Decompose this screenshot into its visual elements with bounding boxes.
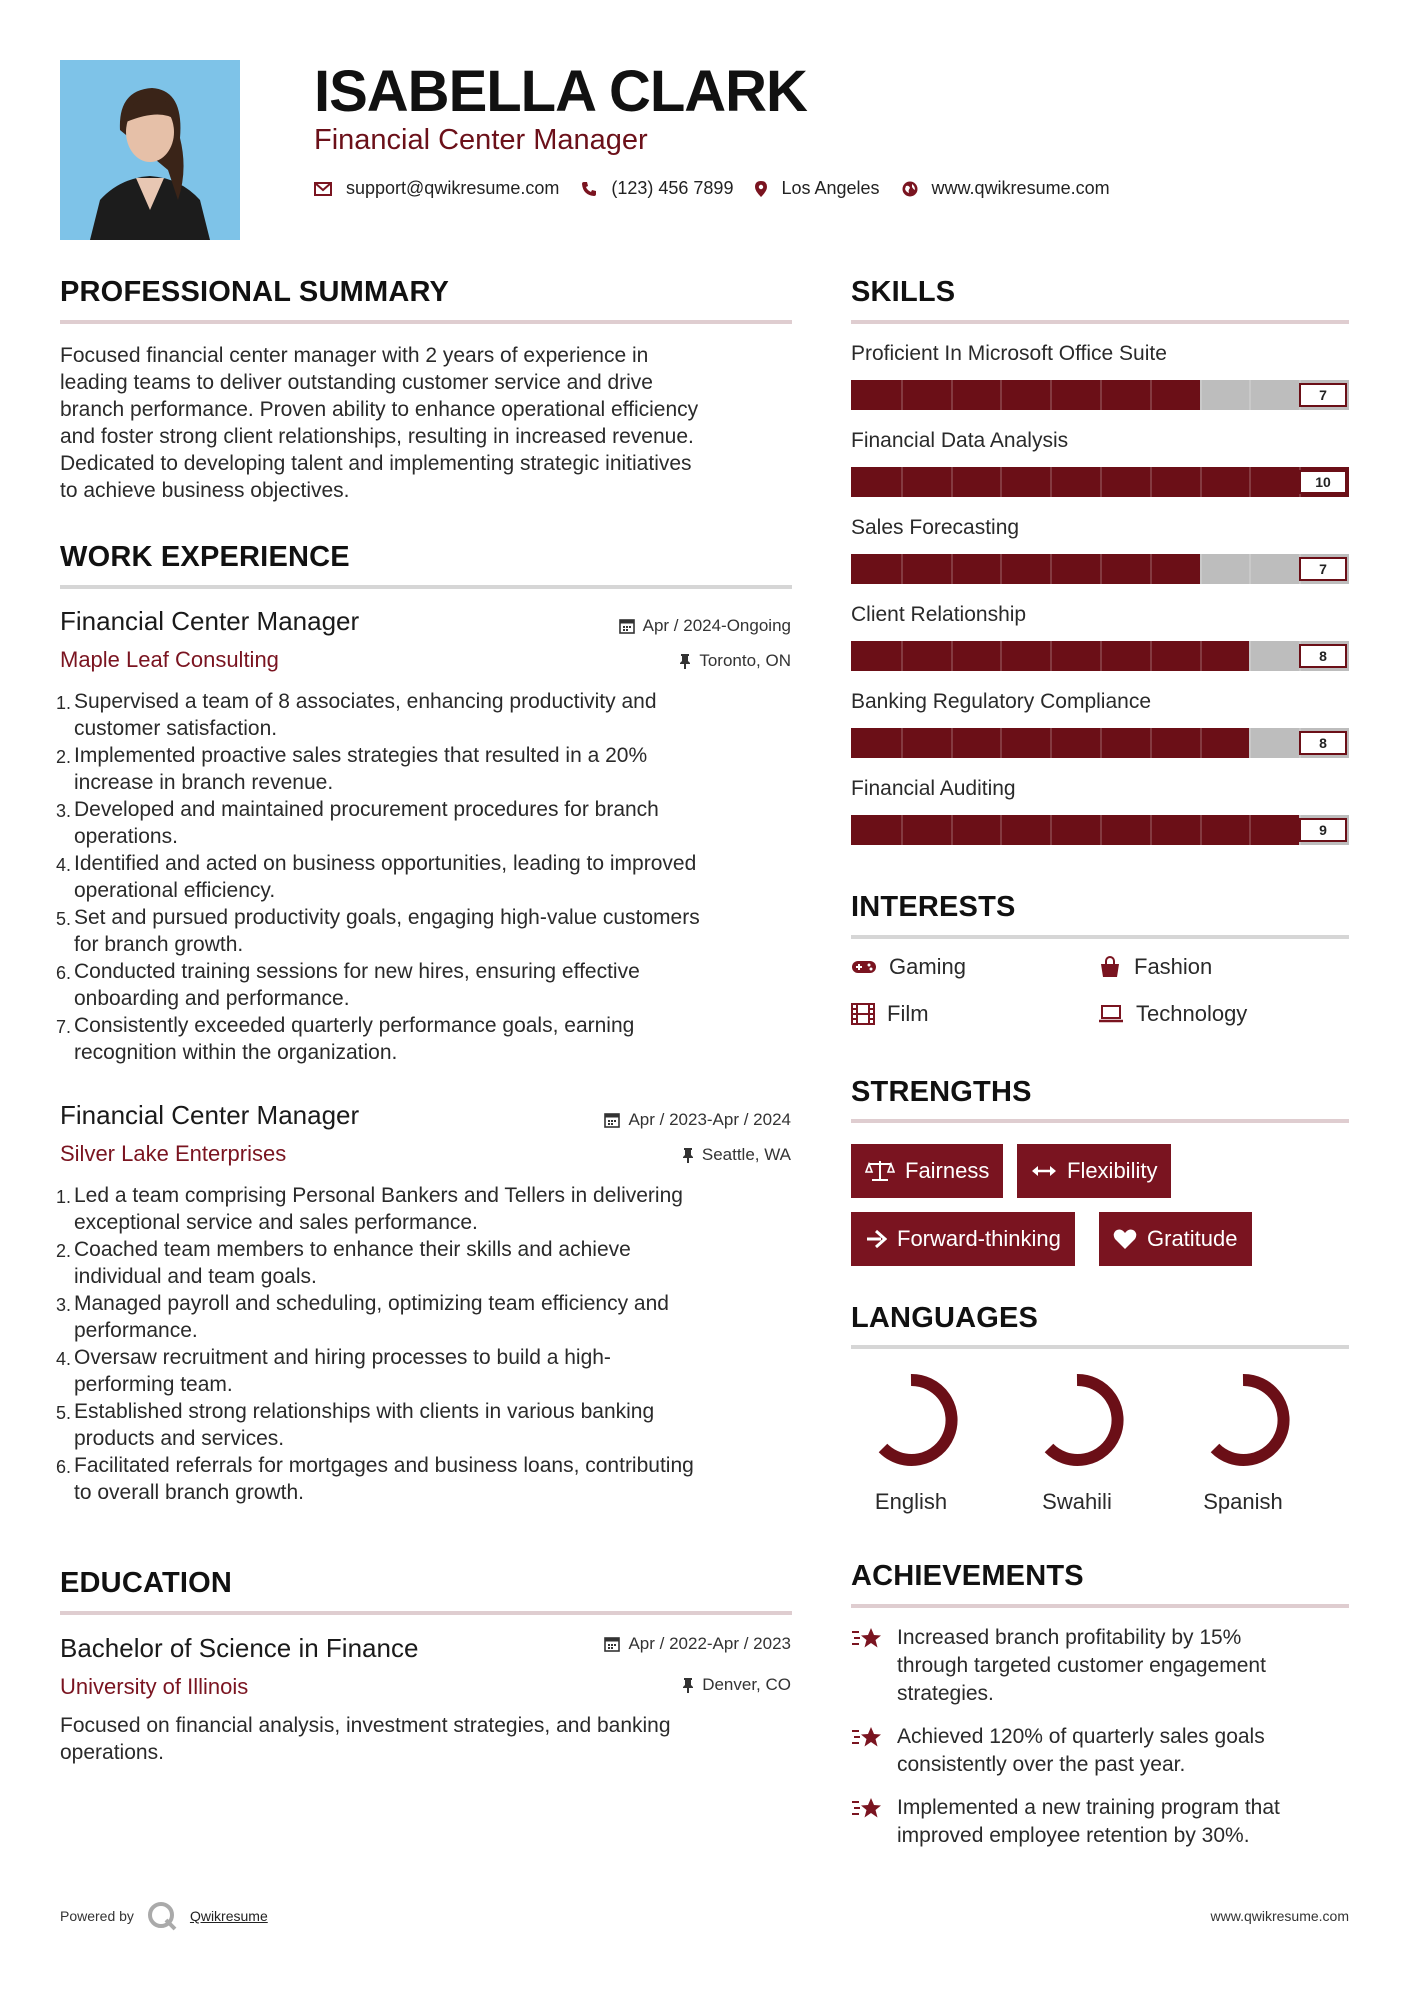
achievement-line: consistently over the past year. (897, 1753, 1186, 1776)
strength-label: Gratitude (1147, 1226, 1238, 1251)
achievement-line: strategies. (897, 1682, 994, 1705)
interest-technology (1098, 1001, 1247, 1027)
strength-label: Forward-thinking (897, 1226, 1061, 1251)
bullet-number: 5. (56, 1403, 72, 1423)
job-bullets (56, 1182, 806, 1506)
list-item (56, 1236, 806, 1290)
interest-label: Gaming (889, 954, 967, 979)
skill-score: 8 (1299, 731, 1347, 755)
skill-segment-divider (901, 728, 903, 758)
skill-segment-divider (1050, 728, 1052, 758)
skill-segment-divider (1150, 728, 1152, 758)
strength-label: Fairness (905, 1158, 990, 1183)
footer-powered (60, 1900, 268, 1932)
job-title: Financial Center Manager (60, 1100, 360, 1130)
brand-link[interactable]: Qwikresume (189, 1908, 268, 1924)
pushpin-icon (679, 653, 691, 669)
skill-segment-divider (901, 641, 903, 671)
skill-bar-fill (851, 554, 1200, 584)
star-burst-icon (851, 1626, 883, 1652)
bullet-line: Conducted training sessions for new hires, ensuring effective (74, 960, 640, 983)
education-description (60, 1712, 800, 1766)
bullet-line: Led a team comprising Personal Bankers and Tellers in delivering (74, 1184, 683, 1207)
star-burst-icon (851, 1796, 883, 1822)
bullet-line: onboarding and performance. (74, 987, 350, 1010)
location-text: Denver, CO (702, 1675, 791, 1694)
skill-segment-divider (1000, 467, 1002, 497)
skill-segment-divider (1000, 380, 1002, 410)
bullet-line: to overall branch growth. (74, 1481, 304, 1504)
achievement-line: Achieved 120% of quarterly sales goals (897, 1725, 1265, 1748)
list-item (56, 1398, 806, 1452)
skill-segment-divider (1100, 815, 1102, 845)
strengths-heading: STRENGTHS (851, 1076, 1032, 1108)
interest-label: Film (887, 1001, 929, 1026)
gamepad-icon (851, 959, 877, 975)
achievement-text (897, 1624, 1266, 1708)
skill-segment-divider (1100, 380, 1102, 410)
skill-segment-divider (1050, 380, 1052, 410)
strength-badge (1099, 1212, 1252, 1266)
skill-bar (851, 641, 1349, 671)
phone-text: (123) 456 7899 (611, 178, 734, 198)
bullet-number: 6. (56, 963, 72, 983)
list-item (56, 1452, 806, 1506)
list-item (56, 742, 806, 796)
summary-line: Dedicated to developing talent and implementing strategic initiatives (60, 452, 692, 475)
interest-fashion (1098, 954, 1212, 980)
language-name: Swahili (1042, 1489, 1112, 1514)
shopping-bag-icon (1098, 955, 1122, 979)
skill-segment-divider (1050, 467, 1052, 497)
list-item (56, 1182, 806, 1236)
skill-segment-divider (1200, 728, 1202, 758)
list-item (56, 796, 806, 850)
skill-label: Sales Forecasting (851, 516, 1020, 539)
arrow-right-icon (865, 1229, 887, 1249)
job-dates (619, 616, 791, 636)
skill-segment-divider (951, 815, 953, 845)
dates-text: Apr / 2024-Ongoing (642, 616, 791, 635)
contact-bar (314, 178, 1132, 199)
footer-url[interactable]: www.qwikresume.com (1210, 1908, 1349, 1924)
skill-segment-divider (1000, 728, 1002, 758)
calendar-icon (604, 1636, 620, 1652)
language-name: English (874, 1489, 948, 1514)
balance-scale-icon (865, 1159, 895, 1183)
skill-segment-divider (1100, 467, 1102, 497)
skill-bar (851, 467, 1349, 497)
bullet-line: Oversaw recruitment and hiring processes to build a high- (74, 1346, 611, 1369)
bullet-line: Set and pursued productivity goals, engaging high-value customers (74, 906, 700, 929)
list-item (56, 1344, 806, 1398)
skills-divider (851, 320, 1349, 324)
skill-score: 8 (1299, 644, 1347, 668)
summary-line: leading teams to deliver outstanding customer service and drive (60, 371, 653, 394)
contact-location (755, 178, 879, 199)
bullet-line: exceptional service and sales performance. (74, 1211, 478, 1234)
languages-heading: LANGUAGES (851, 1302, 1039, 1334)
bullet-number: 1. (56, 693, 72, 713)
location-text: Los Angeles (781, 178, 880, 198)
contact-phone[interactable] (581, 178, 733, 199)
strengths-divider (851, 1119, 1349, 1123)
dates-text: Apr / 2022-Apr / 2023 (628, 1634, 791, 1653)
skill-segment-divider (1050, 815, 1052, 845)
skill-segment-divider (1150, 467, 1152, 497)
summary-text (60, 342, 800, 504)
skill-bar (851, 728, 1349, 758)
language-ring (863, 1372, 959, 1468)
skill-segment-divider (1200, 467, 1202, 497)
summary-line: branch performance. Proven ability to enhance operational efficiency (60, 398, 699, 421)
skill-label: Proficient In Microsoft Office Suite (851, 342, 1167, 365)
experience-heading: WORK EXPERIENCE (60, 541, 350, 573)
bullet-number: 4. (56, 855, 72, 875)
interest-label: Fashion (1134, 954, 1213, 979)
skill-segment-divider (901, 380, 903, 410)
phone-icon (581, 181, 597, 197)
bullet-line: Consistently exceeded quarterly performance goals, earning (74, 1014, 635, 1037)
skill-segment-divider (1000, 641, 1002, 671)
language-item (1183, 1372, 1303, 1515)
skill-bar (851, 380, 1349, 410)
skill-label: Banking Regulatory Compliance (851, 690, 1151, 713)
bullet-number: 4. (56, 1349, 72, 1369)
envelope-icon (314, 182, 332, 196)
skill-label: Financial Auditing (851, 777, 1016, 800)
location-text: Toronto, ON (699, 651, 791, 670)
bullet-line: Implemented proactive sales strategies that resulted in a 20% (74, 744, 648, 767)
summary-divider (60, 320, 792, 324)
star-burst-icon (851, 1725, 883, 1751)
degree-title: Bachelor of Science in Finance (60, 1633, 419, 1663)
bullet-line: Facilitated referrals for mortgages and business loans, contributing (74, 1454, 694, 1477)
candidate-name: ISABELLA CLARK (314, 59, 807, 124)
bullet-line: for branch growth. (74, 933, 244, 956)
bullet-number: 6. (56, 1457, 72, 1477)
skill-segment-divider (1000, 554, 1002, 584)
bullet-number: 2. (56, 1241, 72, 1261)
bullet-line: increase in branch revenue. (74, 771, 334, 794)
skill-score: 7 (1299, 557, 1347, 581)
language-ring (1195, 1372, 1291, 1468)
skill-segment-divider (951, 467, 953, 497)
company-name: Maple Leaf Consulting (60, 647, 279, 672)
skill-segment-divider (901, 467, 903, 497)
calendar-icon (604, 1112, 620, 1128)
dates-text: Apr / 2023-Apr / 2024 (628, 1110, 791, 1129)
strength-badge (1017, 1144, 1171, 1198)
education-line: Focused on financial analysis, investment strategies, and banking (60, 1714, 671, 1737)
skill-bar-fill (851, 380, 1200, 410)
skill-label: Financial Data Analysis (851, 429, 1069, 452)
list-item (56, 904, 806, 958)
profile-photo (60, 60, 240, 240)
bullet-line: Supervised a team of 8 associates, enhancing productivity and (74, 690, 657, 713)
skill-segment-divider (1100, 641, 1102, 671)
skill-segment-divider (1200, 380, 1202, 410)
map-pin-icon (755, 181, 767, 197)
heart-icon (1113, 1228, 1137, 1250)
calendar-icon (619, 618, 635, 634)
achievement-text (897, 1723, 1265, 1779)
bullet-line: operations. (74, 825, 178, 848)
achievement-line: through targeted customer engagement (897, 1654, 1266, 1677)
bullet-line: Established strong relationships with clients in various banking (74, 1400, 655, 1423)
skill-segment-divider (1200, 815, 1202, 845)
pushpin-icon (682, 1147, 694, 1163)
skill-score: 10 (1299, 470, 1347, 494)
qwikresume-logo-icon (146, 1900, 178, 1932)
bullet-number: 7. (56, 1017, 72, 1037)
skill-segment-divider (951, 728, 953, 758)
achievement-line: Implemented a new training program that (897, 1796, 1280, 1819)
education-heading: EDUCATION (60, 1567, 233, 1599)
summary-heading: PROFESSIONAL SUMMARY (60, 276, 450, 308)
candidate-title: Financial Center Manager (314, 124, 648, 156)
bullet-line: Coached team members to enhance their skills and achieve (74, 1238, 631, 1261)
bullet-line: performing team. (74, 1373, 233, 1396)
laptop-icon (1098, 1004, 1124, 1024)
email-text: support@qwikresume.com (346, 178, 560, 198)
education-dates (604, 1634, 791, 1654)
achievement-line: improved employee retention by 30%. (897, 1824, 1250, 1847)
skill-segment-divider (1050, 641, 1052, 671)
skill-segment-divider (1249, 728, 1251, 758)
skills-heading: SKILLS (851, 276, 956, 308)
skill-segment-divider (1249, 467, 1251, 497)
skill-segment-divider (1150, 554, 1152, 584)
skill-segment-divider (951, 380, 953, 410)
list-item (56, 688, 806, 742)
bullet-line: Developed and maintained procurement procedures for branch (74, 798, 659, 821)
strength-label: Flexibility (1067, 1158, 1158, 1183)
skill-segment-divider (1249, 380, 1251, 410)
list-item (56, 850, 806, 904)
skill-segment-divider (1150, 815, 1152, 845)
achievement-item (851, 1723, 1351, 1779)
strength-badge (851, 1144, 1003, 1198)
skill-segment-divider (1200, 554, 1202, 584)
language-name: Spanish (1203, 1489, 1283, 1514)
bullet-line: Identified and acted on business opportunities, leading to improved (74, 852, 697, 875)
arrows-horizontal-icon (1031, 1164, 1057, 1178)
achievement-text (897, 1794, 1280, 1850)
skill-segment-divider (1249, 815, 1251, 845)
achievement-item (851, 1624, 1351, 1708)
summary-line: Focused financial center manager with 2 years of experience in (60, 344, 649, 367)
skill-segment-divider (1249, 641, 1251, 671)
summary-line: and foster strong client relationships, resulting in increased revenue. (60, 425, 694, 448)
skill-segment-divider (1100, 554, 1102, 584)
interests-heading: INTERESTS (851, 891, 1016, 923)
globe-icon (902, 181, 918, 197)
skill-segment-divider (901, 554, 903, 584)
interest-film (851, 1001, 929, 1027)
skill-segment-divider (901, 815, 903, 845)
skill-bar-fill (851, 815, 1299, 845)
skill-segment-divider (951, 554, 953, 584)
job-title: Financial Center Manager (60, 606, 360, 636)
company-name: Silver Lake Enterprises (60, 1141, 287, 1166)
job-bullets (56, 688, 806, 1066)
interest-gaming (851, 954, 966, 980)
bullet-line: operational efficiency. (74, 879, 276, 902)
skill-score: 7 (1299, 383, 1347, 407)
bullet-number: 5. (56, 909, 72, 929)
education-location (682, 1675, 791, 1695)
contact-email[interactable] (314, 178, 559, 199)
job-dates (604, 1110, 791, 1130)
language-item (1017, 1372, 1137, 1515)
achievement-line: Increased branch profitability by 15% (897, 1626, 1242, 1649)
school-name: University of Illinois (60, 1674, 249, 1699)
strength-badge (851, 1212, 1075, 1266)
bullet-number: 3. (56, 801, 72, 821)
bullet-line: Managed payroll and scheduling, optimizing team efficiency and (74, 1292, 669, 1315)
job-location (682, 1145, 791, 1165)
skill-label: Client Relationship (851, 603, 1027, 626)
achievements-divider (851, 1604, 1349, 1608)
list-item (56, 958, 806, 1012)
skill-bar (851, 815, 1349, 845)
achievements-heading: ACHIEVEMENTS (851, 1560, 1084, 1592)
interest-label: Technology (1136, 1001, 1248, 1026)
bullet-number: 3. (56, 1295, 72, 1315)
bullet-number: 2. (56, 747, 72, 767)
skill-segment-divider (1249, 554, 1251, 584)
skill-segment-divider (951, 641, 953, 671)
bullet-line: customer satisfaction. (74, 717, 278, 740)
location-text: Seattle, WA (701, 1145, 791, 1164)
list-item (56, 1012, 806, 1066)
website-text: www.qwikresume.com (931, 178, 1110, 198)
bullet-line: products and services. (74, 1427, 285, 1450)
bullet-line: individual and team goals. (74, 1265, 317, 1288)
languages-divider (851, 1345, 1349, 1349)
skill-score: 9 (1299, 818, 1347, 842)
pushpin-icon (682, 1677, 694, 1693)
skill-bar (851, 554, 1349, 584)
contact-website[interactable] (902, 178, 1110, 199)
education-divider (60, 1611, 792, 1615)
bullet-line: recognition within the organization. (74, 1041, 398, 1064)
summary-line: to achieve business objectives. (60, 479, 350, 502)
list-item (56, 1290, 806, 1344)
powered-text: Powered by (60, 1908, 134, 1924)
interests-divider (851, 935, 1349, 939)
skill-segment-divider (1000, 815, 1002, 845)
language-item (851, 1372, 971, 1515)
achievement-item (851, 1794, 1351, 1850)
education-line: operations. (60, 1741, 164, 1764)
job-location (679, 651, 791, 671)
film-icon (851, 1003, 875, 1025)
bullet-number: 1. (56, 1187, 72, 1207)
skill-segment-divider (1150, 380, 1152, 410)
skill-segment-divider (1200, 641, 1202, 671)
skill-segment-divider (1050, 554, 1052, 584)
bullet-line: performance. (74, 1319, 198, 1342)
skill-segment-divider (1150, 641, 1152, 671)
skill-segment-divider (1100, 728, 1102, 758)
experience-divider (60, 585, 792, 589)
language-ring (1029, 1372, 1125, 1468)
